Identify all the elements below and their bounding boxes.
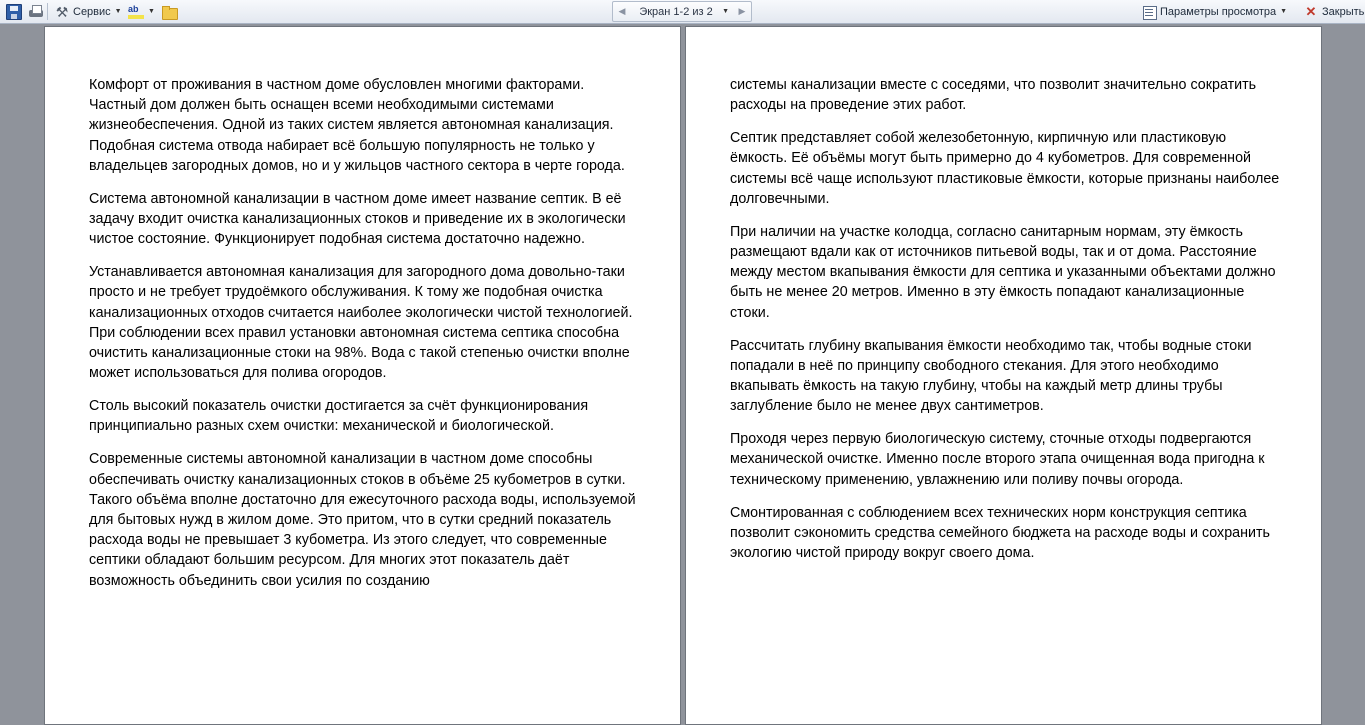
previous-screen-button[interactable]: ◀: [618, 6, 626, 16]
print-icon: [28, 4, 44, 20]
page-2: [685, 26, 1322, 725]
paragraph: Столь высокий показатель очистки достигается за счёт функционирования принципиально разных схем очистки: механической и биологической.: [89, 398, 589, 435]
close-button[interactable]: [1299, 2, 1365, 21]
save-button[interactable]: [2, 2, 26, 21]
view-options-button[interactable]: [1137, 2, 1291, 21]
chevron-down-icon: ▼: [1280, 8, 1288, 15]
tools-menu-label: Сервис: [73, 5, 111, 18]
tools-icon: ⚒: [55, 3, 69, 20]
toolbar-separator: [47, 3, 48, 20]
close-label: Закрыть: [1322, 5, 1365, 18]
screen-count-label[interactable]: Экран 1-2 из 2: [639, 5, 713, 18]
spelling-button[interactable]: [124, 2, 159, 21]
chevron-down-icon: ▼: [148, 8, 155, 15]
toolbar: [0, 0, 1365, 24]
page-1-text: [89, 75, 639, 604]
close-icon: ✕: [1305, 3, 1317, 19]
paragraph: системы канализации вместе с соседями, что позволит значительно сократить расходы на проведение этих работ.: [730, 77, 1257, 114]
paragraph: Система автономной канализации в частном доме имеет название септик. В её задачу входит очистка канализационных стоков и приведение их в экологически чистое состояние. Функционирует подобная система достаточно надежно.: [89, 190, 626, 248]
paragraph: Комфорт от проживания в частном доме обусловлен многими факторами. Частный дом должен быть оснащен всеми необходимыми системами жизнеобеспечения. Одной из таких систем является автономная канализация. Подобная система отвода набирает всё большую популярность не только у владельцев загородных домов, но и у жильцов частного сектора в черте города.: [89, 77, 625, 174]
print-button[interactable]: [24, 2, 48, 21]
chevron-down-icon[interactable]: ▼: [722, 8, 729, 15]
paragraph: Устанавливается автономная канализация для загородного дома довольно-таки просто и не требует трудоёмкого обслуживания. К тому же подобная очистка канализационных отходов считается наиболее экологически чистой технологией. При соблюдении всех правил установки автономная система септика способна очистить канализационные стоки на 98%. Вода с такой степенью очистки вполне может использоваться для полива огородов.: [89, 264, 633, 382]
chevron-down-icon: ▼: [114, 8, 122, 15]
folder-icon: [161, 4, 177, 20]
save-icon: [6, 4, 22, 20]
paragraph: Современные системы автономной канализации в частном доме способны обеспечивать очистку канализационных стоков в объёме 25 кубометров в сутки. Такого объёма вполне достаточно для ежесуточного расхода воды, используемой для бытовых нужд в жилом доме. Это притом, что в сутки средний показатель расхода воды не превышает 3 кубометра. Из этого следует, что современные септики обладают большим ресурсом. Для многих этот показатель даёт возможность объединить свои усилия по созданию: [89, 451, 636, 589]
paragraph: Смонтированная с соблюдением всех технических норм конструкция септика позволит сэкономить средства семейного бюджета на расходе воды и сохранить экологию чистой природу вокруг своего дома.: [730, 504, 1270, 562]
paragraph: Проходя через первую биологическую систему, сточные отходы подвергаются механической очистке. Именно после второго этапа очищенная вода пригодна к техническому применению, увлажнению или поливу почвы огорода.: [730, 431, 1265, 488]
paragraph: Рассчитать глубину вкапывания ёмкости необходимо так, чтобы водные стоки попадали в неё по принципу свободного стекания. Для этого необходимо вкапывать ёмкость на такую глубину, чтобы на каждый метр длины трубы заглубление было не менее двух сантиметров.: [730, 337, 1252, 415]
spelling-icon: ab: [128, 4, 144, 20]
open-folder-button[interactable]: [157, 2, 181, 21]
next-screen-button[interactable]: ▶: [738, 6, 746, 16]
view-options-label: Параметры просмотра: [1160, 5, 1277, 18]
paragraph: При наличии на участке колодца, согласно санитарным нормам, эту ёмкость размещают вдали как от источников питьевой воды, так и от дома. Расстояние между местом вкапывания ёмкости для септика и указанными объектами должно быть не менее 20 метров. Именно в эту ёмкость попадают канализационные стоки.: [730, 223, 1276, 321]
paragraph: Септик представляет собой железобетонную, кирпичную или пластиковую ёмкость. Её объёмы могут быть примерно до 4 кубометров. Для современной системы всё чаще используют пластиковые ёмкости, которые признаны наиболее долговечными.: [730, 130, 1280, 207]
page-2-text: [730, 75, 1280, 576]
tools-menu-button[interactable]: [50, 2, 126, 21]
screen-navigator: [612, 1, 752, 22]
page-1: [44, 26, 681, 725]
view-options-icon: [1141, 4, 1157, 20]
